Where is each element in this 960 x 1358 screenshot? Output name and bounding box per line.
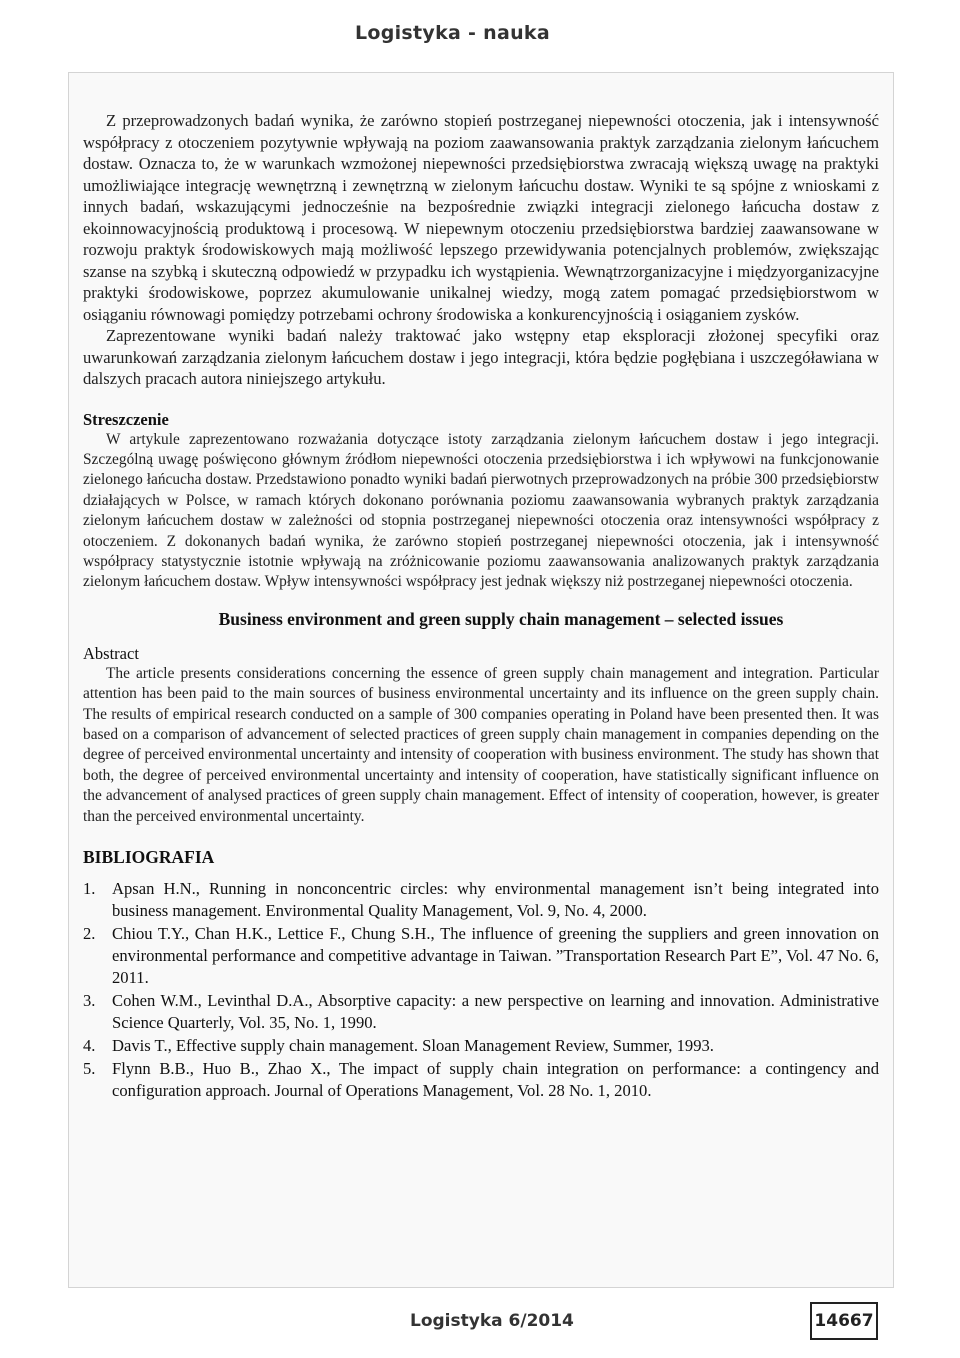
ref-text: Apsan H.N., Running in nonconcentric circles: why environmental management isn’t being integrated into business management. Environmental Quality Management, Vol. 9, No. 4, 2000. [112,879,879,920]
article-content [83,110,879,1103]
ref-text: Chiou T.Y., Chan H.K., Lettice F., Chung S.H., The influence of greening the suppliers and green innovation on environmental performance and competitive advantage in Taiwan. ”Transportation Research Part E”, Vol. 47 No. 6, 2011. [112,924,879,987]
bibliography-list [83,878,879,1102]
bibliography-item [83,1035,879,1057]
journal-section-title: Logistyka - nauka [354,22,550,44]
bibliography-item [83,923,879,989]
bibliography-item [83,990,879,1034]
footer-journal-issue: Logistyka 6/2014 [410,1311,574,1331]
page-header [0,0,960,72]
bibliography-item [83,878,879,922]
ref-number: 4. [83,1036,96,1055]
page-number: 14667 [810,1302,878,1340]
abstract-text: The article presents considerations concerning the essence of green supply chain management and integration. Particular attention has been paid to the main sources of business environmental uncertainty and its influence on the green supply chain. The results of empirical research conducted on a sample of 300 companies operating in Poland have been presented then. It was based on a comparison of advancement of selected practices of green supply chain management in companies depending on the degree of perceived environmental uncertainty and intensity of cooperation with business environment. The study has shown that both, the degree of perceived environmental uncertainty and intensity of cooperation, have statistically significant influence on the advancement of analysed practices of green supply chain management. Effect of intensity of cooperation, however, is greater than the perceived environmental uncertainty. [83,664,879,825]
bibliography-item [83,1058,879,1102]
ref-text: Cohen W.M., Levinthal D.A., Absorptive capacity: a new perspective on learning and innovation. Administrative Science Quarterly, Vol. 35, No. 1, 1990. [112,991,879,1032]
ref-number: 3. [83,991,96,1010]
bibliography-heading: BIBLIOGRAFIA [83,847,215,867]
abstract-heading: Abstract [83,643,139,663]
ref-number: 5. [83,1059,96,1078]
ref-number: 1. [83,879,96,898]
streszczenie-text: W artykule zaprezentowano rozważania dotyczące istoty zarządzania zielonym łańcuchem dostaw i jego integracji. Szczególną uwagę poświęcono głównym źródłom niepewności otoczenia przedsiębiorstwa i ich wpływowi na funkcjonowanie zielonego łańcucha dostaw. Przedstawiono ponadto wyniki badań pierwotnych przeprowadzonych na próbie 300 przedsiębiorstw działających w Polsce, w ramach których dokonano porównania poziomu zaawansowania wybranych praktyk zarządzania zielonym łańcuchem dostaw w zależności od stopnia postrzeganej niepewności otoczenia oraz intensywności współpracy z otoczeniem. Z dokonanych badań wynika, że zarówno stopień postrzeganej niepewności otoczenia, jak i intensywność współpracy statystycznie istotnie wpływają na zróżnicowanie poziomu zaawansowania analizowanych praktyk zarządzania zielonym łańcuchem dostaw. Wpływ intensywności współpracy jest jednak większy niż postrzeganej niepewności otoczenia. [83,430,879,591]
ref-text: Davis T., Effective supply chain management. Sloan Management Review, Summer, 1993. [112,1036,714,1055]
ref-text: Flynn B.B., Huo B., Zhao X., The impact of supply chain integration on performance: a contingency and configuration approach. Journal of Operations Management, Vol. 28 No. 1, 2010. [112,1059,879,1100]
ref-number: 2. [83,924,96,943]
body-paragraph: Zaprezentowane wyniki badań należy traktować jako wstępny etap eksploracji złożonej specyfiki oraz uwarunkowań zarządzania zielonym łańcuchem dostaw i jego integracji, która będzie pogłębiana i uszczegóławiana w dalszych pracach autora niniejszego artykułu. [83,326,879,388]
body-paragraph: Z przeprowadzonych badań wynika, że zarówno stopień postrzeganej niepewności otoczenia, jak i intensywność współpracy z otoczeniem pozytywnie wpływają na poziom zaawansowania praktyk zarządzania zielonym łańcuchem dostaw. Oznacza to, że w warunkach wzmożonej niepewności przedsiębiorstwa zwracają większą uwagę na praktyki umożliwiające integrację wewnętrzną i zewnętrzną w zielonym łańcuchu dostaw. Wyniki te są spójne z wnioskami z innych badań, wskazującymi jednocześnie na bezpośrednie związki integracji zielonego łańcucha dostaw z ekoinnowacyjnością produktową i procesową. W niepewnym otoczeniu przedsiębiorstwa bardziej zaawansowane w rozwoju praktyk środowiskowych mają możliwość lepszego przewidywania potencjalnych problemów, zwiększając szanse na szybką i skuteczną odpowiedź w przypadku ich wystąpienia. Wewnątrzorganizacyjne i międzyorganizacyjne praktyki środowiskowe, poprzez akumulowanie unikalnej wiedzy, mogą zatem pomagać przedsiębiorstwom w osiąganiu równowagi pomiędzy potrzebami ochrony środowiska a konkurencyjnością i osiąganiem zysków. [83,111,879,324]
streszczenie-heading: Streszczenie [83,409,169,429]
english-title: Business environment and green supply chain management – selected issues [218,608,784,629]
